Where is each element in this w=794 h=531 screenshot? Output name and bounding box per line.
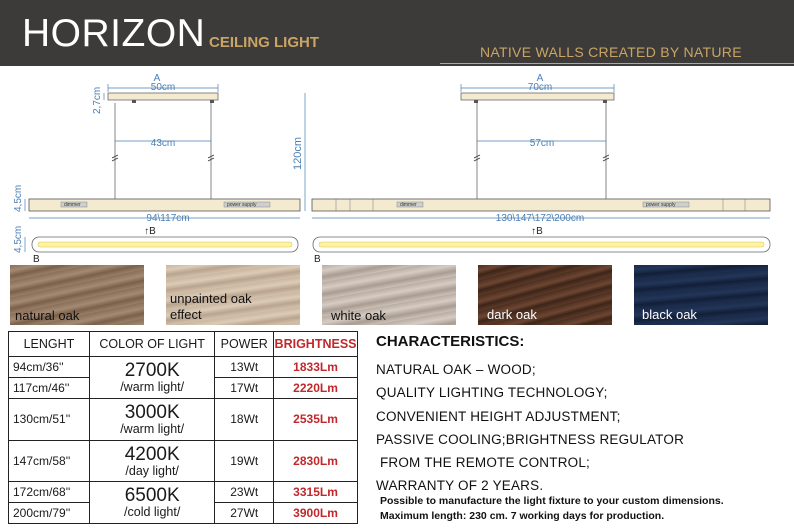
left-cable-spacing: 43cm [150, 138, 176, 149]
right-canopy-mount-l [474, 100, 478, 103]
cell-power: 19Wt [215, 440, 274, 482]
left-side-height: 4,5cm [13, 225, 24, 253]
cell-power: 13Wt [215, 357, 274, 378]
list-item: NATURAL OAK – WOOD; [376, 362, 536, 377]
left-lengths: 94\117cm [146, 213, 190, 224]
header-length: LENGHT [9, 332, 90, 357]
list-item: WARRANTY OF 2 YEARS. [376, 478, 544, 494]
cell-color-4200 [89, 440, 214, 482]
right-canopy-width: 70cm [527, 82, 553, 93]
brand-title: HORIZON [22, 12, 206, 55]
kelvin-value: 2700K [124, 360, 180, 382]
header-power: POWER [215, 332, 274, 357]
cell-color-6500 [89, 482, 214, 524]
custom-dimensions-note [380, 494, 724, 524]
left-canopy-mount-r [210, 100, 214, 103]
swatch-black-oak [634, 265, 768, 325]
list-item: PASSIVE COOLING;BRIGHTNESS REGULATOR [376, 431, 685, 447]
left-canopy-mount-l [132, 100, 136, 103]
cell-brightness: 3315Lm [274, 482, 358, 503]
swatch-label: unpainted oak effect [170, 291, 252, 322]
right-canopy [461, 93, 614, 100]
list-item: QUALITY LIGHTING TECHNOLOGY; [376, 385, 608, 401]
left-dimmer-label: dimmer [64, 202, 81, 208]
light-type: /warm light/ [120, 421, 185, 436]
cell-power: 18Wt [215, 398, 274, 440]
tagline-underline [440, 63, 794, 64]
right-side-b: B [314, 254, 321, 265]
cell-color-2700 [89, 357, 214, 399]
left-side-b: B [33, 254, 40, 265]
list-item: FROM THE REMOTE CONTROL; [376, 455, 591, 471]
cell-length: 130cm/51'' [9, 398, 90, 440]
swatch-label: black oak [642, 307, 697, 322]
light-type: /cold light/ [124, 505, 181, 520]
kelvin-value: 6500K [124, 485, 180, 507]
swatch-label: natural oak [15, 308, 80, 323]
left-side-light [38, 242, 292, 247]
note-line-2: Maximum length: 230 cm. 7 working days for production. [380, 510, 665, 522]
right-canopy-mount-r [603, 100, 607, 103]
product-subtitle: CEILING LIGHT [209, 34, 319, 51]
left-top-label: A [153, 73, 161, 84]
cell-brightness: 2535Lm [274, 398, 358, 440]
cell-power: 27Wt [215, 503, 274, 524]
left-power-supply-label: power supply [227, 202, 257, 208]
table-header-row [9, 332, 358, 357]
right-side-light [319, 242, 764, 247]
list-item: CONVENIENT HEIGHT ADJUSTMENT; [376, 408, 621, 424]
right-total-height: 120cm [292, 136, 304, 170]
left-canopy-height: 2,7cm [92, 86, 103, 114]
technical-drawing [0, 66, 794, 266]
cell-power: 17Wt [215, 377, 274, 398]
kelvin-value: 4200K [124, 443, 180, 465]
cell-length: 147cm/58'' [9, 440, 90, 482]
cell-length: 94cm/36'' [9, 357, 90, 378]
cell-power: 23Wt [215, 482, 274, 503]
table-row [9, 440, 358, 482]
left-canopy-width: 50cm [150, 82, 176, 93]
right-cable-spacing: 57cm [529, 138, 555, 149]
light-type: /warm light/ [120, 380, 185, 395]
light-type: /day light/ [125, 463, 179, 478]
swatch-natural-oak [10, 265, 144, 325]
drawing-right [292, 73, 770, 265]
characteristics-title: CHARACTERISTICS: [376, 333, 525, 350]
cell-brightness: 2220Lm [274, 377, 358, 398]
left-body-height: 4,5cm [13, 184, 24, 212]
tagline: NATIVE WALLS CREATED BY NATURE [480, 44, 742, 60]
header-brightness: BRIGHTNESS [274, 332, 358, 357]
cell-brightness: 2830Lm [274, 440, 358, 482]
cell-length: 117cm/46'' [9, 377, 90, 398]
kelvin-value: 3000K [124, 401, 180, 423]
right-body [312, 199, 770, 211]
left-arrow-b: ↑B [144, 226, 156, 237]
header-color: COLOR OF LIGHT [89, 332, 214, 357]
table-row [9, 357, 358, 378]
right-arrow-b: ↑B [531, 226, 543, 237]
cell-length: 172cm/68'' [9, 482, 90, 503]
swatch-dark-oak [478, 265, 612, 325]
characteristics-list [376, 358, 684, 498]
right-top-label: A [536, 73, 544, 84]
right-lengths: 130\147\172\200cm [495, 213, 585, 224]
cell-color-3000 [89, 398, 214, 440]
table-row [9, 398, 358, 440]
right-dimmer-label: dimmer [400, 202, 417, 208]
left-canopy [108, 93, 218, 100]
swatch-unpainted-oak [166, 265, 300, 325]
header-banner [0, 0, 794, 66]
cell-brightness: 1833Lm [274, 357, 358, 378]
drawing-left [13, 73, 300, 265]
cell-brightness: 3900Lm [274, 503, 358, 524]
cell-length: 200cm/79'' [9, 503, 90, 524]
table-row [9, 482, 358, 503]
note-line-1: Possible to manufacture the light fixture to your custom dimensions. [380, 495, 724, 507]
right-power-supply-label: power supply [646, 202, 676, 208]
swatch-label: dark oak [487, 307, 537, 322]
specs-table [8, 331, 358, 524]
swatch-label: white oak [331, 308, 386, 323]
swatch-white-oak [322, 265, 456, 325]
